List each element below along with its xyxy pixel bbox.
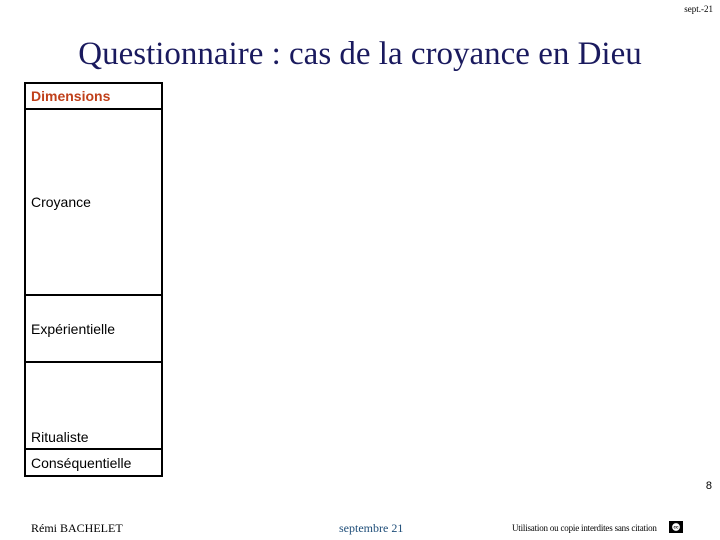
table-row: Conséquentielle xyxy=(25,449,162,476)
svg-text:cc: cc xyxy=(673,524,679,530)
dimensions-table xyxy=(24,82,163,477)
table-header: Dimensions xyxy=(25,83,162,109)
footer-date: septembre 21 xyxy=(339,521,404,535)
table-row: Expérientielle xyxy=(25,295,162,362)
table-row: Croyance xyxy=(25,109,162,295)
footer-author: Rémi BACHELET xyxy=(31,521,123,535)
table-row: Ritualiste xyxy=(25,362,162,449)
slide-title: Questionnaire : cas de la croyance en Dieu xyxy=(78,36,642,72)
footer-copyright: Utilisation ou copie interdites sans citation xyxy=(512,523,657,533)
page-number: 8 xyxy=(705,480,712,492)
header-date: sept.-21 xyxy=(684,4,713,14)
creative-commons-icon xyxy=(669,521,683,533)
